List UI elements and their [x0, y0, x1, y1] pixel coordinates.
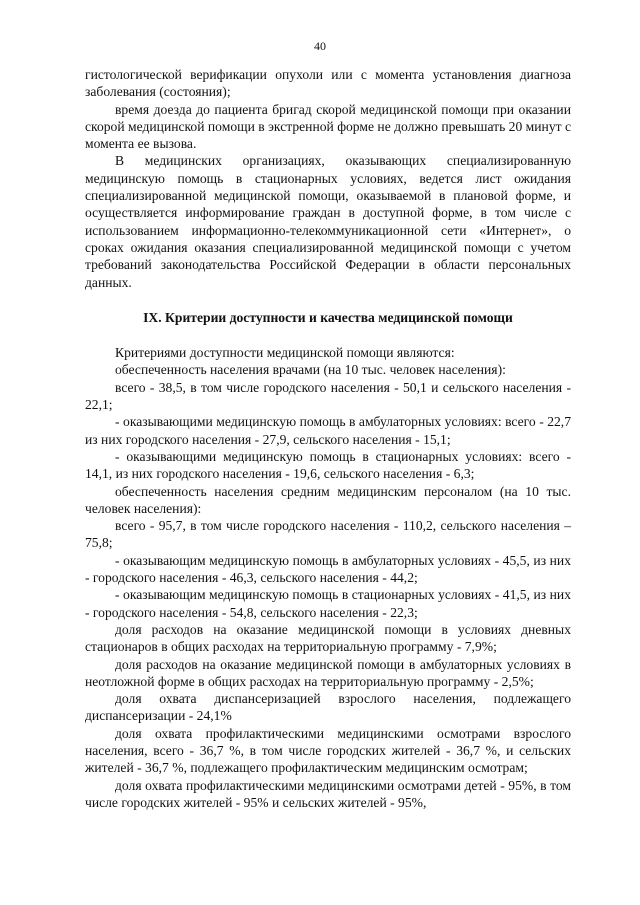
paragraph: доля охвата диспансеризацией взрослого населения, подлежащего диспансеризации - 24,1%	[85, 691, 571, 724]
paragraph: всего - 38,5, в том числе городского населения - 50,1 и сельского населения - 22,1;	[85, 379, 571, 413]
paragraph: доля расходов на оказание медицинской помощи в амбулаторных условиях в неотложной форме в общих расходах на территориальную программу - 2,5%;	[85, 656, 571, 689]
paragraph: В медицинских организациях, оказывающих специализированную медицинскую помощь в стационарных условиях, ведется лист ожидания специализированной медицинской помощи, оказываемой в плановой форме, и осуществляется информирование граждан в доступной форме, в том числе с использованием информационно-телекоммуникационной сети «Интернет», о сроках ожидания оказания специализированной медицинской помощи с учетом требований законодательства Российской Федерации в области персональных данных.	[85, 153, 571, 290]
paragraph: Критериями доступности медицинской помощи являются:	[115, 345, 455, 361]
paragraph: - оказывающим медицинскую помощь в стационарных условиях - 41,5, из них - городского населения - 54,8, сельского населения - 22,3;	[85, 587, 571, 620]
document-body	[85, 66, 571, 811]
paragraph: - оказывающим медицинскую помощь в амбулаторных условиях - 45,5, из них - городского населения - 46,3, сельского населения - 44,2;	[85, 552, 571, 586]
section-heading: IX. Критерии доступности и качества медицинской помощи	[143, 309, 513, 325]
paragraph-continuation: гистологической верификации опухоли или с момента установления диагноза заболевания (состояния);	[85, 67, 571, 100]
paragraph: обеспеченность населения средним медицинским персоналом (на 10 тыс. человек населения):	[85, 483, 571, 516]
paragraph: - оказывающими медицинскую помощь в амбулаторных условиях: всего - 22,7 из них городского населения - 27,9, сельского населения - 15,1;	[85, 414, 571, 447]
paragraph: доля охвата профилактическими медицинскими осмотрами взрослого населения, всего - 36,7 %, в том числе городских жителей - 36,7 %, и сельских жителей - 36,7 %, подлежащего профилактическим медицинским осмотрам;	[85, 725, 571, 776]
paragraph: всего - 95,7, в том числе городского населения - 110,2, сельского населения – 75,8;	[85, 518, 571, 551]
paragraph: - оказывающими медицинскую помощь в стационарных условиях: всего - 14,1, из них городского населения - 19,6, сельского населения - 6,3;	[85, 448, 571, 482]
paragraph: время доезда до пациента бригад скорой медицинской помощи при оказании скорой медицинской помощи в экстренной форме не должно превышать 20 минут с момента ее вызова.	[85, 101, 571, 152]
paragraph: обеспеченность населения врачами (на 10 тыс. человек населения):	[115, 362, 506, 378]
paragraph: доля расходов на оказание медицинской помощи в условиях дневных стационаров в общих расходах на территориальную программу - 7,9%;	[85, 621, 571, 655]
page-number: 40	[314, 39, 326, 53]
paragraph: доля охвата профилактическими медицинскими осмотрами детей - 95%, в том числе городских жителей - 95% и сельских жителей - 95%,	[85, 777, 571, 810]
